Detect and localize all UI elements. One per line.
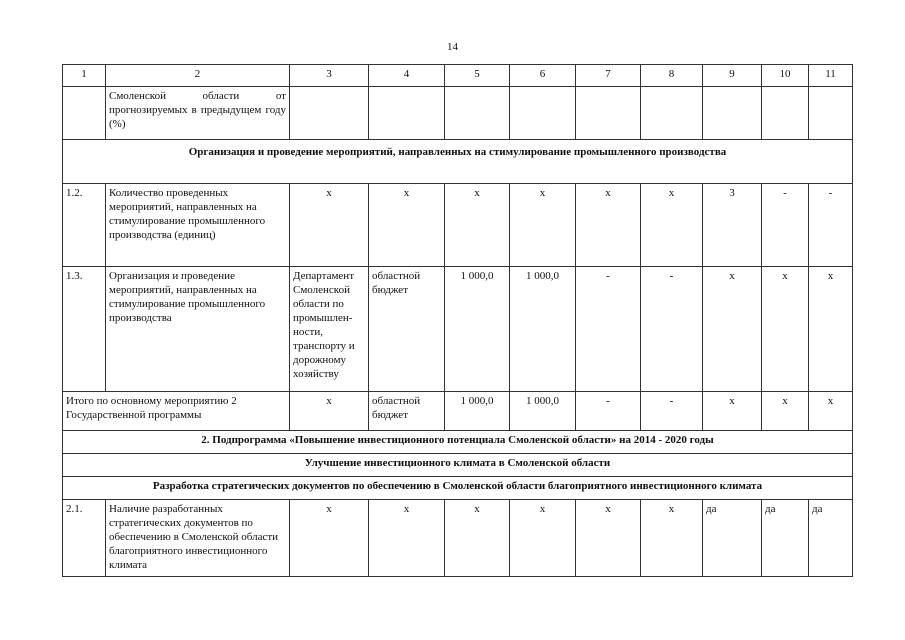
value-cell: х: [762, 392, 809, 431]
value-cell: х: [290, 184, 369, 267]
value-cell: 3: [703, 184, 762, 267]
empty-cell: [576, 87, 641, 140]
row-number: [63, 87, 106, 140]
header-cell: 9: [703, 65, 762, 87]
empty-cell: [809, 87, 853, 140]
section-row: [63, 140, 853, 184]
row-number: 2.1.: [63, 500, 106, 577]
empty-cell: [641, 87, 703, 140]
value-cell: 1 000,0: [510, 267, 576, 392]
row-number: 1.2.: [63, 184, 106, 267]
value-cell: х: [576, 500, 641, 577]
funding-source-cell: областной бюджет: [369, 267, 445, 392]
value-cell: х: [809, 392, 853, 431]
value-cell: -: [762, 184, 809, 267]
section-title: Организация и проведение мероприятий, направленных на стимулирование промышленного производства: [63, 140, 853, 184]
value-cell: -: [576, 267, 641, 392]
indicator-name: Смоленской области от прогнозируемых в предыдущем году (%): [106, 87, 290, 140]
table-row-2-1: [63, 500, 853, 577]
table-row-1-3: [63, 267, 853, 392]
value-cell: х: [703, 267, 762, 392]
value-cell: х: [809, 267, 853, 392]
value-cell: да: [703, 500, 762, 577]
empty-cell: [290, 87, 369, 140]
empty-cell: [510, 87, 576, 140]
value-cell: -: [809, 184, 853, 267]
header-cell: 7: [576, 65, 641, 87]
section-row: [63, 477, 853, 500]
indicator-name: Количество проведенных мероприятий, направленных на стимулирование промышленного производства (единиц): [106, 184, 290, 267]
empty-cell: [445, 87, 510, 140]
value-cell: 1 000,0: [510, 392, 576, 431]
value-cell: х: [445, 184, 510, 267]
funding-source-cell: областной бюджет: [369, 392, 445, 431]
subprogram-row: [63, 431, 853, 454]
header-row: [63, 65, 853, 87]
value-cell: х: [510, 184, 576, 267]
value-cell: 1 000,0: [445, 392, 510, 431]
value-cell: х: [641, 500, 703, 577]
value-cell: да: [809, 500, 853, 577]
header-cell: 4: [369, 65, 445, 87]
section-title: Разработка стратегических документов по обеспечению в Смоленской области благоприятного инвестиционного климата: [63, 477, 853, 500]
table-row-1-2: [63, 184, 853, 267]
header-cell: 10: [762, 65, 809, 87]
value-cell: х: [290, 500, 369, 577]
value-cell: -: [576, 392, 641, 431]
executor-cell: Департамент Смоленской области по промышлен-ности, транспорту и дорожному хозяйству: [290, 267, 369, 392]
value-cell: х: [576, 184, 641, 267]
value-cell: х: [369, 500, 445, 577]
header-cell: 11: [809, 65, 853, 87]
header-cell: 3: [290, 65, 369, 87]
value-cell: х: [445, 500, 510, 577]
indicator-name: Организация и проведение мероприятий, направленных на стимулирование промышленного производства: [106, 267, 290, 392]
value-cell: да: [762, 500, 809, 577]
value-cell: х: [369, 184, 445, 267]
value-cell: -: [641, 392, 703, 431]
program-table: [62, 64, 853, 577]
section-row: [63, 454, 853, 477]
subprogram-title: 2. Подпрограмма «Повышение инвестиционного потенциала Смоленской области» на 2014 - 2020 годы: [63, 431, 853, 454]
table-row-continuation: [63, 87, 853, 140]
empty-cell: [369, 87, 445, 140]
total-label: Итого по основному мероприятию 2 Государственной программы: [63, 392, 290, 431]
indicator-name: Наличие разработанных стратегических документов по обеспечению в Смоленской области благоприятного инвестиционного климата: [106, 500, 290, 577]
header-cell: 6: [510, 65, 576, 87]
value-cell: -: [641, 267, 703, 392]
value-cell: х: [641, 184, 703, 267]
empty-cell: [762, 87, 809, 140]
page-number: 14: [447, 41, 458, 53]
section-title: Улучшение инвестиционного климата в Смоленской области: [63, 454, 853, 477]
header-cell: 2: [106, 65, 290, 87]
value-cell: х: [762, 267, 809, 392]
header-cell: 8: [641, 65, 703, 87]
empty-cell: [703, 87, 762, 140]
header-cell: 5: [445, 65, 510, 87]
table-row-total: [63, 392, 853, 431]
value-cell: 1 000,0: [445, 267, 510, 392]
row-number: 1.3.: [63, 267, 106, 392]
value-cell: х: [703, 392, 762, 431]
executor-cell: х: [290, 392, 369, 431]
value-cell: х: [510, 500, 576, 577]
header-cell: 1: [63, 65, 106, 87]
